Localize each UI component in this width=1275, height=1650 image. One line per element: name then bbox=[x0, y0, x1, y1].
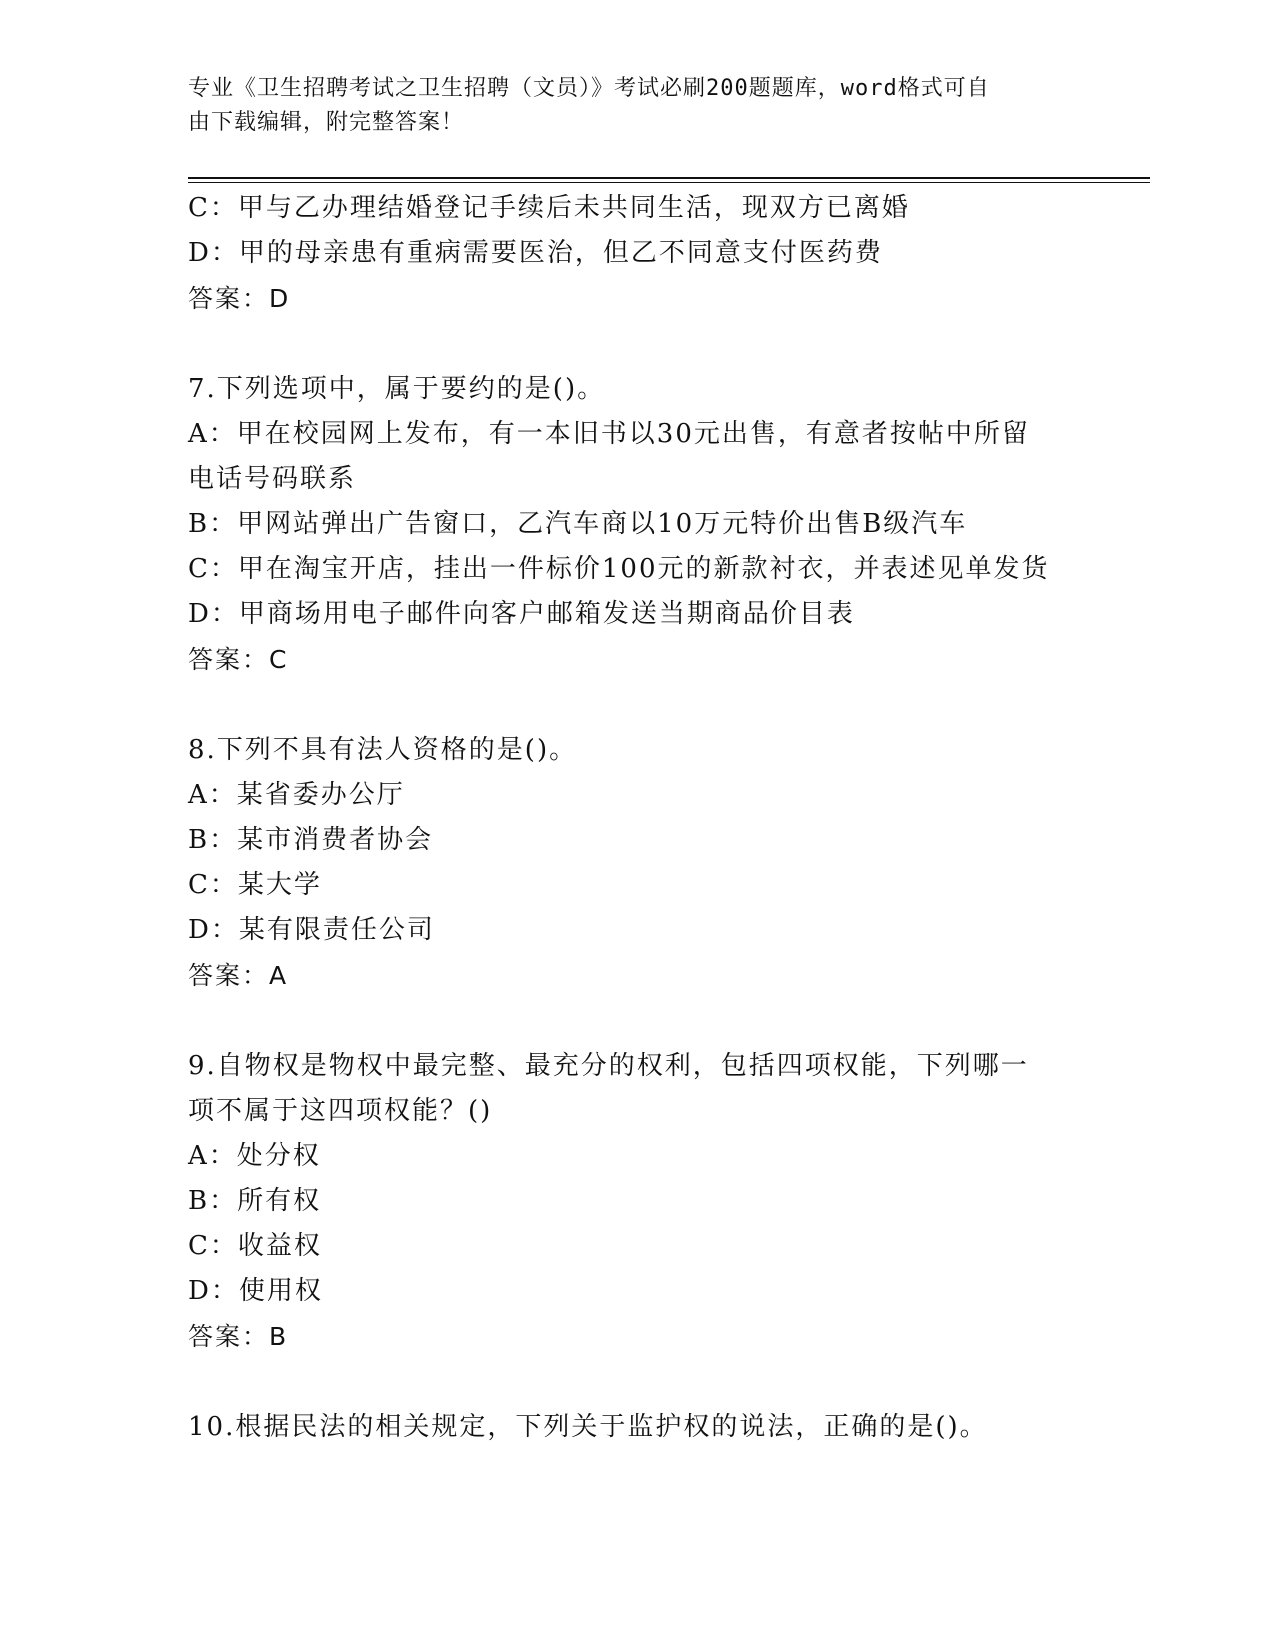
question-6 bbox=[188, 186, 1088, 321]
option-d: D：甲的母亲患有重病需要医治，但乙不同意支付医药费 bbox=[188, 238, 883, 268]
question-list bbox=[188, 186, 1088, 1450]
option-c: C：收益权 bbox=[188, 1231, 322, 1261]
answer: 答案：D bbox=[188, 284, 291, 313]
question-10 bbox=[188, 1405, 1088, 1450]
question-stem: 9.自物权是物权中最完整、最充分的权利，包括四项权能，下列哪一 bbox=[188, 1051, 1029, 1081]
option-a: A：某省委办公厅 bbox=[188, 780, 405, 810]
header-line-1: 专业《卫生招聘考试之卫生招聘（文员）》考试必刷200题题库，word格式可自 bbox=[188, 76, 990, 101]
question-7 bbox=[188, 367, 1088, 682]
option-a: A：处分权 bbox=[188, 1141, 321, 1171]
question-9 bbox=[188, 1044, 1088, 1359]
question-8 bbox=[188, 728, 1088, 998]
question-stem: 10.根据民法的相关规定，下列关于监护权的说法，正确的是()。 bbox=[188, 1412, 988, 1442]
header-divider-thin bbox=[188, 182, 1150, 183]
answer: 答案：C bbox=[188, 645, 289, 674]
option-b: B：某市消费者协会 bbox=[188, 825, 434, 855]
question-stem: 7.下列选项中，属于要约的是()。 bbox=[188, 374, 606, 404]
option-a: A：甲在校园网上发布，有一本旧书以30元出售，有意者按帖中所留 bbox=[188, 419, 1030, 449]
answer: 答案：B bbox=[188, 1322, 289, 1351]
option-b: B：所有权 bbox=[188, 1186, 322, 1216]
question-stem: 8.下列不具有法人资格的是()。 bbox=[188, 735, 578, 765]
question-stem-continued: 项不属于这四项权能？() bbox=[188, 1096, 493, 1126]
option-d: D：甲商场用电子邮件向客户邮箱发送当期商品价目表 bbox=[188, 599, 855, 629]
header-line-2: 由下载编辑，附完整答案！ bbox=[188, 110, 465, 135]
option-a-continued: 电话号码联系 bbox=[188, 464, 357, 494]
option-d: D：某有限责任公司 bbox=[188, 915, 435, 945]
option-d: D：使用权 bbox=[188, 1276, 323, 1306]
document-header bbox=[188, 72, 1068, 140]
option-b: B：甲网站弹出广告窗口，乙汽车商以10万元特价出售B级汽车 bbox=[188, 509, 968, 539]
option-c: C：某大学 bbox=[188, 870, 322, 900]
answer: 答案：A bbox=[188, 961, 289, 990]
option-c: C：甲与乙办理结婚登记手续后未共同生活，现双方已离婚 bbox=[188, 193, 910, 223]
option-c: C：甲在淘宝开店，挂出一件标价100元的新款衬衣，并表述见单发货 bbox=[188, 554, 1050, 584]
header-divider-thick bbox=[188, 177, 1150, 179]
